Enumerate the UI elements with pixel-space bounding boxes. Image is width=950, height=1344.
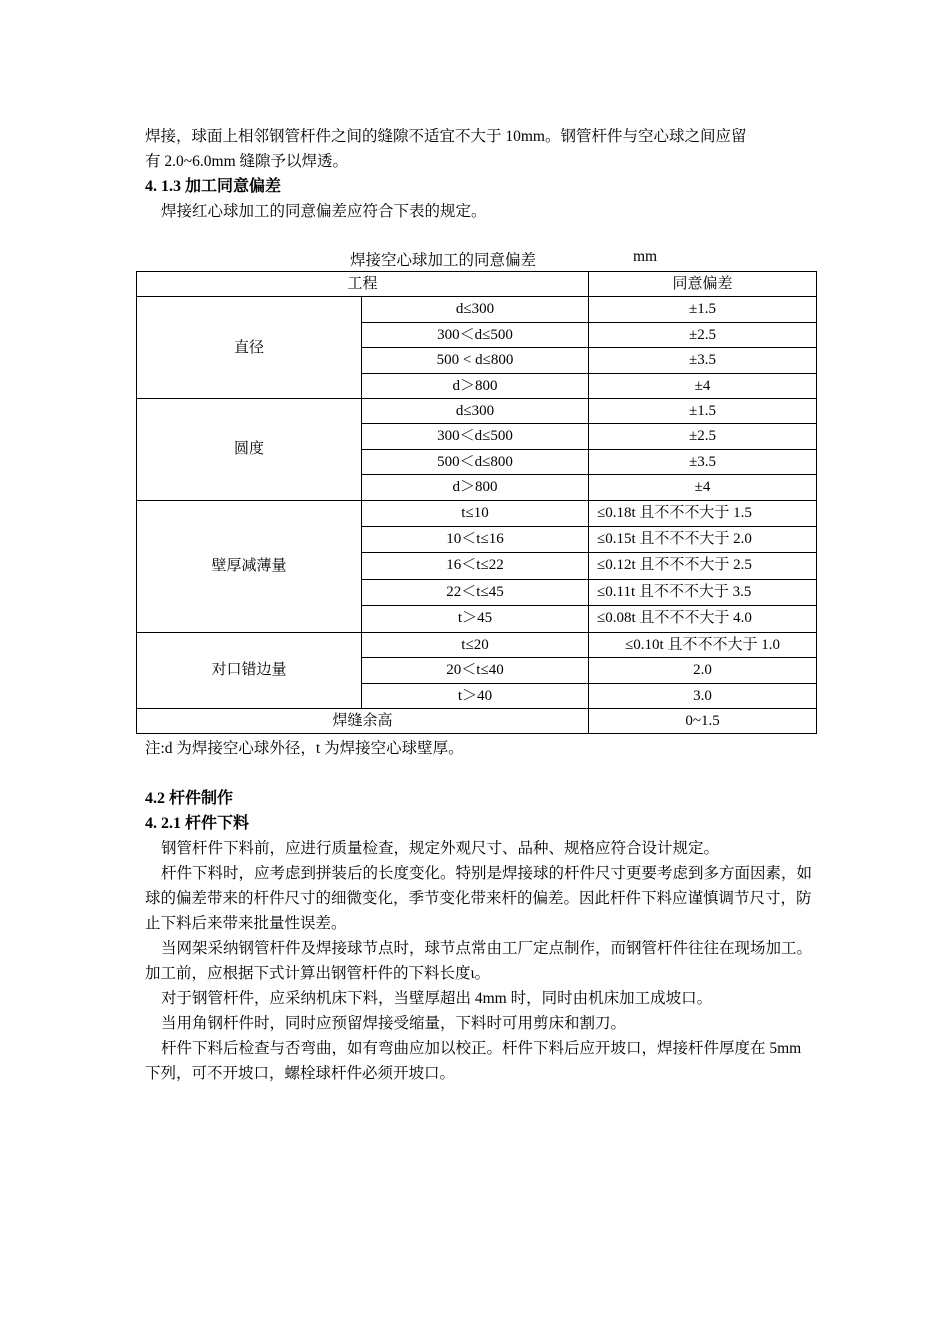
condition-cell: d≤300 — [362, 399, 589, 424]
condition-cell: 22＜t≤45 — [362, 579, 589, 605]
condition-cell: t≤10 — [362, 500, 589, 526]
table-note: 注:d 为焊接空心球外径，t 为焊接空心球壁厚。 — [145, 740, 464, 758]
deviation-cell: ±2.5 — [589, 424, 817, 449]
condition-cell: t≤20 — [362, 632, 589, 657]
section-4-2-1-paragraph-5: 当用角钢杆件时，同时应预留焊接受缩量，下料时可用剪床和割刀。 — [161, 1015, 627, 1033]
deviation-cell: ±1.5 — [589, 399, 817, 424]
weld-reinforcement-name: 焊缝余高 — [137, 708, 589, 733]
table-header-row — [137, 272, 817, 297]
deviation-cell: ≤0.12t 且不不不大于 2.5 — [589, 553, 817, 579]
table-row — [137, 632, 817, 657]
deviation-cell: ±2.5 — [589, 322, 817, 347]
group-name-misalignment: 对口错边量 — [137, 632, 362, 708]
condition-cell: 500＜d≤800 — [362, 449, 589, 474]
table-caption — [145, 246, 813, 271]
condition-cell: d＞800 — [362, 373, 589, 398]
group-name-roundness: 圆度 — [137, 399, 362, 501]
group-name-diameter: 直径 — [137, 297, 362, 399]
condition-cell: 10＜t≤16 — [362, 527, 589, 553]
document-page — [145, 124, 813, 1086]
condition-cell: 500 < d≤800 — [362, 348, 589, 373]
intro-line-1: 焊接，球面上相邻钢管杆件之间的缝隙不适宜不大于 10mm。钢管杆件与空心球之间应留 — [145, 128, 747, 145]
table-row — [137, 399, 817, 424]
deviation-cell: 3.0 — [589, 683, 817, 708]
deviation-cell: ±3.5 — [589, 348, 817, 373]
deviation-cell: ±3.5 — [589, 449, 817, 474]
section-4-2-title: 4.2 杆件制作 — [145, 790, 234, 808]
condition-cell: 16＜t≤22 — [362, 553, 589, 579]
table-row — [137, 297, 817, 322]
deviation-cell: 2.0 — [589, 658, 817, 683]
condition-cell: 300＜d≤500 — [362, 424, 589, 449]
intro-line-2: 有 2.0~6.0mm 缝隙予以焊透。 — [145, 153, 348, 170]
condition-cell: t＞40 — [362, 683, 589, 708]
table-row — [137, 500, 817, 526]
section-4-2-1-paragraph-6: 杆件下料后检查与否弯曲，如有弯曲应加以校正。杆件下料后应开坡口，焊接杆件厚度在 5mm 下列，可不开坡口，螺栓球杆件必须开坡口。 — [145, 1040, 802, 1083]
condition-cell: d＞800 — [362, 475, 589, 500]
deviation-cell: ≤0.15t 且不不不大于 2.0 — [589, 527, 817, 553]
header-item: 工程 — [137, 272, 589, 297]
deviation-cell: ±1.5 — [589, 297, 817, 322]
tolerance-table — [136, 271, 817, 734]
table-row — [137, 708, 817, 733]
condition-cell: 300＜d≤500 — [362, 322, 589, 347]
deviation-cell: 0~1.5 — [589, 708, 817, 733]
section-4-2-1-paragraph-1: 钢管杆件下料前，应进行质量检查，规定外观尺寸、品种、规格应符合设计规定。 — [161, 840, 720, 858]
table-caption-title: 焊接空心球加工的同意偏差 — [350, 252, 537, 269]
section-4-1-3-paragraph: 焊接红心球加工的同意偏差应符合下表的规定。 — [161, 203, 487, 220]
header-deviation: 同意偏差 — [589, 272, 817, 297]
deviation-cell: ≤0.11t 且不不不大于 3.5 — [589, 579, 817, 605]
section-4-1-3-title: 4. 1.3 加工同意偏差 — [145, 178, 282, 195]
condition-cell: d≤300 — [362, 297, 589, 322]
section-4-2-1-title: 4. 2.1 杆件下料 — [145, 815, 250, 833]
deviation-cell: ≤0.18t 且不不不大于 1.5 — [589, 500, 817, 526]
condition-cell: t＞45 — [362, 606, 589, 632]
deviation-cell: ≤0.08t 且不不不大于 4.0 — [589, 606, 817, 632]
deviation-cell: ±4 — [589, 373, 817, 398]
table-caption-unit: mm — [633, 248, 658, 265]
condition-cell: 20＜t≤40 — [362, 658, 589, 683]
deviation-cell: ≤0.10t 且不不不大于 1.0 — [589, 632, 817, 657]
section-4-2-1-paragraph-3: 当网架采纳钢管杆件及焊接球节点时，球节点常由工厂定点制作，而钢管杆件往往在现场加工。加工前，应根据下式计算出钢管杆件的下料长度ι。 — [145, 940, 813, 983]
deviation-cell: ±4 — [589, 475, 817, 500]
section-4-2-1-paragraph-2: 杆件下料时，应考虑到拼装后的长度变化。特别是焊接球的杆件尺寸更要考虑到多方面因素，如球的偏差带来的杆件尺寸的细微变化，季节变化带来杆的偏差。因此杆件下料应谨慎调节尺寸，防止下料后来带来批量性误差。 — [145, 865, 813, 933]
group-name-wall-thinning: 壁厚减薄量 — [137, 500, 362, 632]
section-4-2-1-paragraph-4: 对于钢管杆件，应采纳机床下料，当壁厚超出 4mm 时，同时由机床加工成坡口。 — [161, 990, 713, 1008]
